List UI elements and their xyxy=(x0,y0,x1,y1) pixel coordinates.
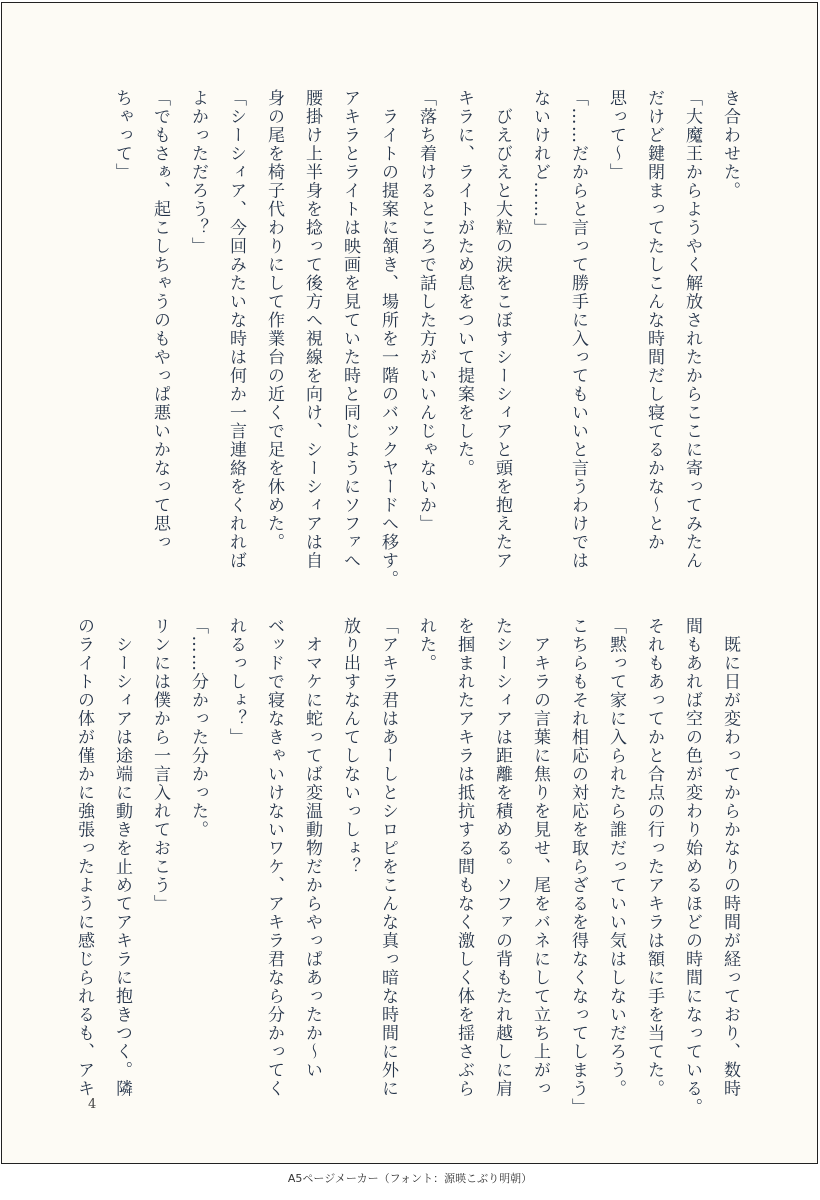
text-block-top: き合わせた。 「大魔王からようやく解放されたからここに寄ってみたん だけど鍵閉まってたしこんな時間だし寝てるかな～とか 思って～」 「……だからと言って勝手に入ってもいいと言うわけでは ないけれど……」 びえびえと大粒の涙をこぼすシーシィアと頭を抱えたア キラに、ライトがため息をついて提案をした。 「落ち着けるところで話した方がいいんじゃないか」 ライトの提案に頷き、場所を一階のバックヤードへ移す。 アキラとライトは映画を見ていた時と同じようにソファへ 腰掛け上半身を捻って後方へ視線を向け、シーシィアは自 身の尾を椅子代わりにして作業台の近くで足を休めた。 「シーシィア、今回みたいな時は何か一言連絡をくれれば よかっただろう？」 「でもさぁ、起こしちゃうのもやっぱ悪いかなって思っ ちゃって」 xyxy=(112,89,740,589)
footer-credit: A5ページメーカー（フォント：源暎こぶり明朝） xyxy=(287,1172,533,1185)
text-block-bottom: 既に日が変わってからかなりの時間が経っており、数時 間もあれば空の色が変わり始めるほどの時間になっている。 それもあってかと合点の行ったアキラは額に手を当てた。 「黙って家に入られたら誰だっていい気はしないだろう。 こちらもそれ相応の対応を取らざるを得なくなってしまう」 アキラの言葉に焦りを見せ、尾をバネにして立ち上がっ たシーシィアは距離を積める。ソファの背もたれ越しに肩 を掴まれたアキラは抵抗する間もなく激しく体を揺さぶら れた。 「アキラ君はあーしとシロピをこんな真っ暗な時間に外に 放り出すなんてしないっしょ？ オマケに蛇ってば変温動物だからやっぱあったか～い ベッドで寝なきゃいけないワケ、アキラ君なら分かってく れるっしょ？」 「……分かった分かった。 リンには僕から一言入れておこう」 シーシィアは途端に動きを止めてアキラに抱きつく。隣 のライトの体が僅かに強張ったように感じられるも、アキ xyxy=(74,617,740,1117)
book-page xyxy=(1,2,818,1164)
page-number: 4 xyxy=(88,1097,97,1112)
